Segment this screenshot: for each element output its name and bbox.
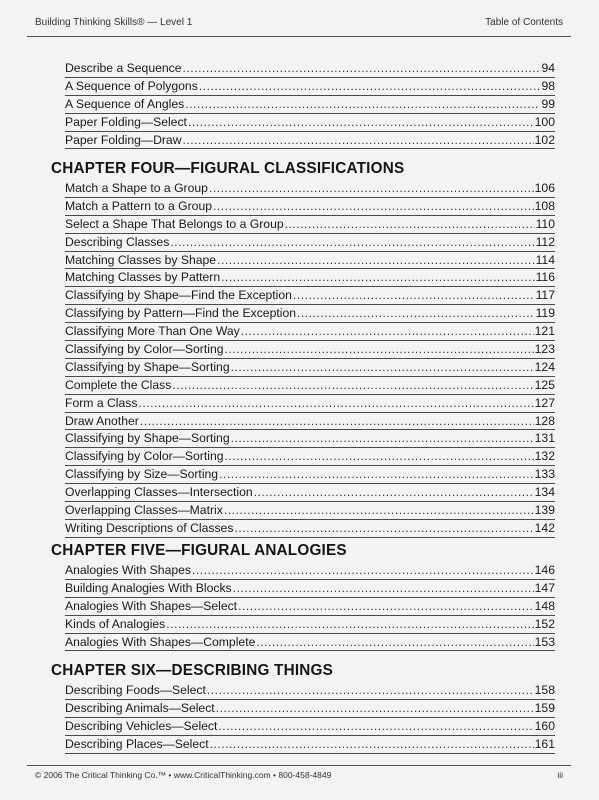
dot-leader xyxy=(210,736,534,754)
entry-title: Paper Folding—Select xyxy=(65,114,187,129)
dot-leader xyxy=(213,198,534,216)
toc-entry[interactable] xyxy=(65,359,555,377)
toc-entry[interactable] xyxy=(65,78,555,96)
dot-leader xyxy=(217,252,534,270)
toc-entry[interactable] xyxy=(65,198,555,216)
chapter-six-entries xyxy=(65,682,555,754)
page-number: iii xyxy=(557,770,563,780)
dot-leader xyxy=(216,700,534,718)
dot-leader xyxy=(183,132,534,150)
entry-title: Classifying by Pattern—Find the Exception xyxy=(65,306,296,321)
entry-title: Matching Classes by Pattern xyxy=(65,270,221,285)
dot-leader xyxy=(166,616,533,634)
entry-title: Describe a Sequence xyxy=(65,61,182,75)
entry-page: 146 xyxy=(534,563,555,577)
entry-page: 124 xyxy=(534,359,555,374)
dot-leader xyxy=(234,520,533,538)
chapter-four-entries xyxy=(65,180,555,538)
dot-leader xyxy=(224,502,534,520)
toc-entry[interactable] xyxy=(65,413,555,431)
entry-title: Analogies With Shapes xyxy=(65,563,192,577)
entry-title: Classifying by Shape—Find the Exception xyxy=(65,288,292,303)
entry-page: 158 xyxy=(534,683,555,697)
dot-leader xyxy=(138,395,533,413)
dot-leader xyxy=(256,634,533,652)
entry-page: 123 xyxy=(534,342,555,357)
entry-title: Match a Shape to a Group xyxy=(65,181,208,195)
toc-entry[interactable] xyxy=(65,634,555,652)
toc-section-continued xyxy=(65,60,555,149)
toc-entry[interactable] xyxy=(65,616,555,634)
entry-title: Describing Foods—Select xyxy=(65,683,206,697)
entry-page: 148 xyxy=(534,598,555,613)
entry-title: Describing Vehicles—Select xyxy=(65,718,218,733)
entry-page: 94 xyxy=(541,61,555,75)
entry-title: Writing Descriptions of Classes xyxy=(65,520,234,535)
entry-title: Classifying by Size—Sorting xyxy=(65,467,219,482)
entry-title: Classifying by Color—Sorting xyxy=(65,342,224,357)
dot-leader xyxy=(192,562,534,580)
toc-entry[interactable] xyxy=(65,700,555,718)
toc-entry[interactable] xyxy=(65,430,555,448)
entry-title: Describing Classes xyxy=(65,234,170,249)
entry-title: Paper Folding—Draw xyxy=(65,132,182,147)
entry-page: 99 xyxy=(541,96,555,111)
dot-leader xyxy=(225,341,534,359)
dot-leader xyxy=(218,718,533,736)
entry-page: 152 xyxy=(534,616,555,631)
entry-title: Classifying More Than One Way xyxy=(65,324,240,339)
dot-leader xyxy=(231,430,534,448)
dot-leader xyxy=(219,466,534,484)
dot-leader xyxy=(199,78,541,96)
section-title: Table of Contents xyxy=(485,17,563,28)
entry-page: 119 xyxy=(535,306,555,321)
entry-title: Draw Another xyxy=(65,413,139,428)
entry-title: Building Analogies With Blocks xyxy=(65,580,232,595)
entry-title: Analogies With Shapes—Complete xyxy=(65,634,256,649)
footer-divider xyxy=(27,765,571,766)
toc-entry[interactable] xyxy=(65,287,555,305)
dot-leader xyxy=(254,484,534,502)
dot-leader xyxy=(172,377,533,395)
chapter-five-heading: CHAPTER FIVE—FIGURAL ANALOGIES xyxy=(51,542,347,559)
entry-title: Classifying by Shape—Sorting xyxy=(65,359,230,374)
entry-title: Describing Places—Select xyxy=(65,736,209,751)
toc-entry[interactable] xyxy=(65,502,555,520)
dot-leader xyxy=(185,96,540,114)
entry-page: 116 xyxy=(535,270,555,285)
dot-leader xyxy=(209,180,534,198)
page-footer xyxy=(35,770,563,780)
entry-title: Kinds of Analogies xyxy=(65,616,166,631)
entry-page: 132 xyxy=(534,449,555,464)
dot-leader xyxy=(188,114,534,132)
dot-leader xyxy=(183,60,541,78)
page-header xyxy=(35,17,563,28)
toc-entry[interactable] xyxy=(65,305,555,323)
dot-leader xyxy=(238,598,534,616)
toc-entry[interactable] xyxy=(65,718,555,736)
toc-entry[interactable] xyxy=(65,341,555,359)
dot-leader xyxy=(231,359,534,377)
entry-title: Overlapping Classes—Matrix xyxy=(65,503,223,518)
toc-entry[interactable] xyxy=(65,448,555,466)
toc-entry[interactable] xyxy=(65,562,555,580)
entry-title: Form a Class xyxy=(65,395,138,410)
toc-entry[interactable] xyxy=(65,466,555,484)
toc-entry[interactable] xyxy=(65,323,555,341)
chapter-six-heading: CHAPTER SIX—DESCRIBING THINGS xyxy=(51,662,334,679)
toc-entry[interactable] xyxy=(65,736,555,754)
entry-page: 131 xyxy=(534,431,555,446)
entry-page: 159 xyxy=(534,700,555,715)
entry-title: A Sequence of Polygons xyxy=(65,78,198,93)
entry-page: 117 xyxy=(535,288,555,303)
entry-page: 133 xyxy=(534,467,555,482)
dot-leader xyxy=(293,287,535,305)
dot-leader xyxy=(225,448,534,466)
dot-leader xyxy=(285,216,535,234)
entry-page: 112 xyxy=(535,234,555,249)
entry-page: 161 xyxy=(534,736,555,751)
entry-page: 139 xyxy=(534,503,555,518)
entry-title: Classifying by Shape—Sorting xyxy=(65,431,230,446)
entry-page: 134 xyxy=(534,485,555,500)
copyright-notice: © 2006 The Critical Thinking Co.™ • www.CriticalThinking.com • 800-458-4849 xyxy=(35,770,332,780)
entry-page: 153 xyxy=(534,634,555,649)
entry-page: 142 xyxy=(534,520,555,535)
entry-title: Match a Pattern to a Group xyxy=(65,198,213,213)
entry-title: Complete the Class xyxy=(65,377,172,392)
dot-leader xyxy=(241,323,534,341)
toc-entry[interactable] xyxy=(65,60,555,78)
toc-entry[interactable] xyxy=(65,682,555,700)
header-divider xyxy=(27,36,571,37)
toc-entry[interactable] xyxy=(65,598,555,616)
entry-title: Analogies With Shapes—Select xyxy=(65,598,238,613)
toc-entry[interactable] xyxy=(65,377,555,395)
toc-entry[interactable] xyxy=(65,234,555,252)
toc-entry[interactable] xyxy=(65,114,555,132)
dot-leader xyxy=(297,305,535,323)
entry-title: A Sequence of Angles xyxy=(65,96,185,111)
entry-page: 128 xyxy=(534,413,555,428)
toc-entry[interactable] xyxy=(65,580,555,598)
entry-title: Overlapping Classes—Intersection xyxy=(65,485,253,500)
dot-leader xyxy=(233,580,534,598)
entry-page: 121 xyxy=(534,324,555,339)
entry-page: 160 xyxy=(534,718,555,733)
entry-title: Describing Animals—Select xyxy=(65,700,215,715)
toc-entry[interactable] xyxy=(65,216,555,234)
entry-page: 110 xyxy=(535,216,555,231)
toc-entry[interactable] xyxy=(65,395,555,413)
toc-entry[interactable] xyxy=(65,484,555,502)
entry-page: 108 xyxy=(534,198,555,213)
entry-page: 102 xyxy=(534,132,555,147)
entry-page: 100 xyxy=(534,114,555,129)
toc-entry[interactable] xyxy=(65,269,555,287)
chapter-five-entries xyxy=(65,562,555,651)
chapter-four-heading: CHAPTER FOUR—FIGURAL CLASSIFICATIONS xyxy=(51,160,405,177)
entry-page: 127 xyxy=(534,395,555,410)
book-title: Building Thinking Skills® — Level 1 xyxy=(35,17,193,28)
dot-leader xyxy=(140,413,534,431)
entry-page: 125 xyxy=(534,377,555,392)
entry-page: 147 xyxy=(534,580,555,595)
toc-entry[interactable] xyxy=(65,252,555,270)
dot-leader xyxy=(170,234,534,252)
dot-leader xyxy=(207,682,534,700)
entry-title: Matching Classes by Shape xyxy=(65,252,217,267)
toc-entry[interactable] xyxy=(65,132,555,150)
entry-page: 114 xyxy=(535,252,555,267)
toc-entry[interactable] xyxy=(65,180,555,198)
entry-title: Classifying by Color—Sorting xyxy=(65,449,224,464)
toc-entry[interactable] xyxy=(65,520,555,538)
dot-leader xyxy=(221,269,534,287)
entry-page: 106 xyxy=(534,181,555,195)
entry-title: Select a Shape That Belongs to a Group xyxy=(65,216,284,231)
toc-entry[interactable] xyxy=(65,96,555,114)
entry-page: 98 xyxy=(541,78,555,93)
